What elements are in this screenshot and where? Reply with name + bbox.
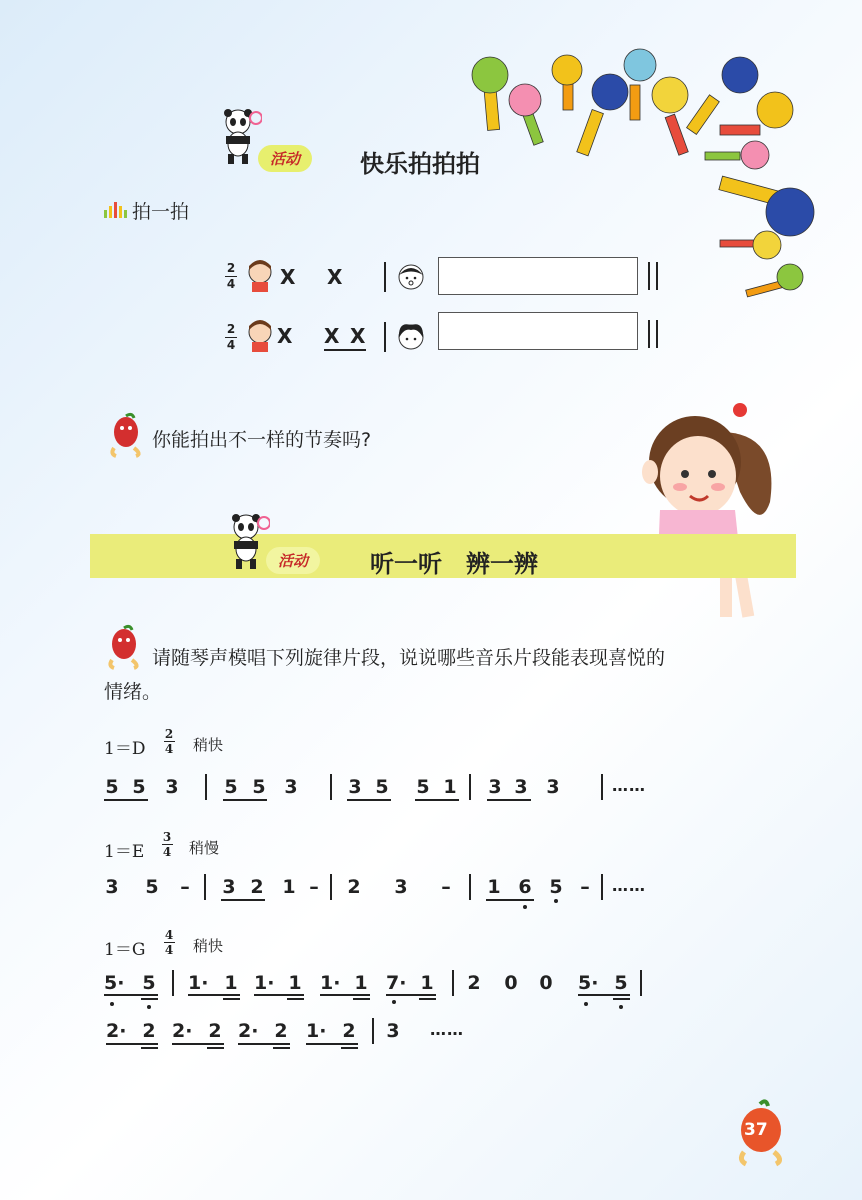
note: 5· [578, 972, 599, 994]
instruction-line-2: 情绪。 [104, 681, 162, 703]
note: 2 [142, 1020, 156, 1042]
time-signature: 3 4 [162, 830, 172, 859]
note: 5 [375, 776, 389, 798]
beat-underline [238, 1043, 290, 1045]
ellipsis: …… [612, 776, 646, 795]
pepper-mascot-icon [102, 624, 146, 670]
low-octave-dot [584, 1002, 588, 1006]
note: 3 [348, 776, 362, 798]
note: 1· [188, 972, 209, 994]
barline [469, 874, 471, 900]
rhythm-note: X [277, 324, 293, 348]
note: 1 [354, 972, 368, 994]
note: 1· [320, 972, 341, 994]
note: 5 [105, 776, 119, 798]
child-face-icon [396, 262, 426, 292]
note: 3 [222, 876, 236, 898]
panda-mascot-icon [218, 108, 262, 166]
key-signature: 1＝E [104, 842, 145, 862]
rhythm-note: X [280, 265, 296, 289]
beat-underline [172, 1043, 224, 1045]
note: 2 [347, 876, 361, 898]
answer-box[interactable] [438, 257, 638, 295]
barline [469, 774, 471, 800]
tempo-marking: 稍快 [193, 736, 224, 754]
clap-label: 拍一拍 [132, 201, 190, 223]
low-octave-dot [523, 905, 527, 909]
beat-underline [487, 799, 531, 801]
beat-underline [141, 1047, 158, 1049]
end-barline [648, 262, 658, 290]
note: 1 [443, 776, 457, 798]
note: 2· [172, 1020, 193, 1042]
tempo-marking: 稍快 [193, 937, 224, 955]
note: 1 [224, 972, 238, 994]
beat-underline [386, 994, 436, 996]
barline [601, 874, 603, 900]
beat-underline [104, 994, 158, 996]
note: 1· [254, 972, 275, 994]
barline [204, 874, 206, 900]
beat-underline [486, 899, 534, 901]
beat-underline [419, 998, 436, 1000]
beat-underline [353, 998, 370, 1000]
note: 0 [504, 972, 518, 994]
note: 0 [539, 972, 553, 994]
beat-underline [188, 994, 240, 996]
note: 1 [420, 972, 434, 994]
beat-underline [207, 1047, 224, 1049]
tempo-marking: 稍慢 [189, 839, 220, 857]
time-signature: 2 4 [226, 261, 236, 291]
note: 5 [224, 776, 238, 798]
note: 5 [614, 972, 628, 994]
low-octave-dot [147, 1005, 151, 1009]
panda-mascot-icon [226, 513, 270, 571]
beat-underline [223, 799, 267, 801]
barline [205, 774, 207, 800]
note: – [180, 876, 190, 898]
note: 3 [394, 876, 408, 898]
time-signature: 4 4 [164, 928, 174, 957]
activity-title: 快乐拍拍拍 [360, 150, 480, 178]
note: 7· [386, 972, 407, 994]
low-octave-dot [392, 1000, 396, 1004]
note: 2 [342, 1020, 356, 1042]
note: 5 [142, 972, 156, 994]
beat-underline [221, 899, 265, 901]
beat-underline [578, 994, 630, 996]
activity-tag: 活动 [266, 547, 320, 574]
rhythm-note: X [327, 265, 343, 289]
note: 1 [288, 972, 302, 994]
note: 2· [106, 1020, 127, 1042]
barline [384, 322, 386, 352]
beat-underline [347, 799, 391, 801]
beat-underline [106, 1043, 158, 1045]
beat-underline [415, 799, 459, 801]
note: 2· [238, 1020, 259, 1042]
time-signature: 2 4 [226, 322, 236, 352]
beat-underline [613, 998, 630, 1000]
beat-underline [287, 998, 304, 1000]
beat-underline [223, 998, 240, 1000]
beat-underline [273, 1047, 290, 1049]
boy-face-icon [246, 258, 274, 292]
barline [330, 774, 332, 800]
note: 3 [488, 776, 502, 798]
rhythm-note: X [324, 324, 340, 348]
note: – [441, 876, 451, 898]
barline [384, 262, 386, 292]
note: 3 [514, 776, 528, 798]
barline [330, 874, 332, 900]
note: 5· [104, 972, 125, 994]
activity-title: 听一听 辨一辨 [370, 550, 538, 578]
note: 1· [306, 1020, 327, 1042]
note: 5 [132, 776, 146, 798]
rhythm-bars-icon [104, 200, 130, 218]
low-octave-dot [110, 1002, 114, 1006]
beat-underline [254, 994, 304, 996]
note: 2 [250, 876, 264, 898]
ellipsis: …… [430, 1020, 464, 1039]
barline [452, 970, 454, 996]
beat-underline [104, 799, 148, 801]
page-number: 37 [744, 1120, 768, 1140]
note: – [309, 876, 319, 898]
beat-underline [320, 994, 370, 996]
note: 6 [518, 876, 532, 898]
key-signature: 1＝G [104, 940, 146, 960]
beat-underline [324, 349, 366, 351]
child-face-icon [396, 322, 426, 352]
note: 3 [386, 1020, 400, 1042]
end-barline [648, 320, 658, 348]
ellipsis: …… [612, 876, 646, 895]
girl-with-cat-illustration [620, 392, 790, 632]
note: 5 [145, 876, 159, 898]
note: 5 [549, 876, 563, 898]
note: 3 [284, 776, 298, 798]
note: 3 [165, 776, 179, 798]
note: 1 [282, 876, 296, 898]
time-signature: 2 4 [164, 727, 174, 756]
low-octave-dot [554, 899, 558, 903]
note: – [580, 876, 590, 898]
rhythm-note: X [350, 324, 366, 348]
barline [372, 1018, 374, 1044]
note: 5 [252, 776, 266, 798]
note: 3 [105, 876, 119, 898]
pepper-mascot-icon [104, 412, 148, 458]
note: 5 [416, 776, 430, 798]
activity-tag: 活动 [258, 145, 312, 172]
barline [601, 774, 603, 800]
beat-underline [141, 998, 158, 1000]
low-octave-dot [619, 1005, 623, 1009]
barline [640, 970, 642, 996]
question-text: 你能拍出不一样的节奏吗? [152, 429, 372, 451]
barline [172, 970, 174, 996]
answer-box[interactable] [438, 312, 638, 350]
note: 3 [546, 776, 560, 798]
boy-face-icon [246, 318, 274, 352]
note: 2 [467, 972, 481, 994]
beat-underline [341, 1047, 358, 1049]
note: 1 [487, 876, 501, 898]
note: 2 [274, 1020, 288, 1042]
key-signature: 1＝D [104, 739, 146, 759]
note: 2 [208, 1020, 222, 1042]
beat-underline [306, 1043, 358, 1045]
instruction-line-1: 请随琴声模唱下列旋律片段，说说哪些音乐片段能表现喜悦的 [152, 647, 666, 669]
